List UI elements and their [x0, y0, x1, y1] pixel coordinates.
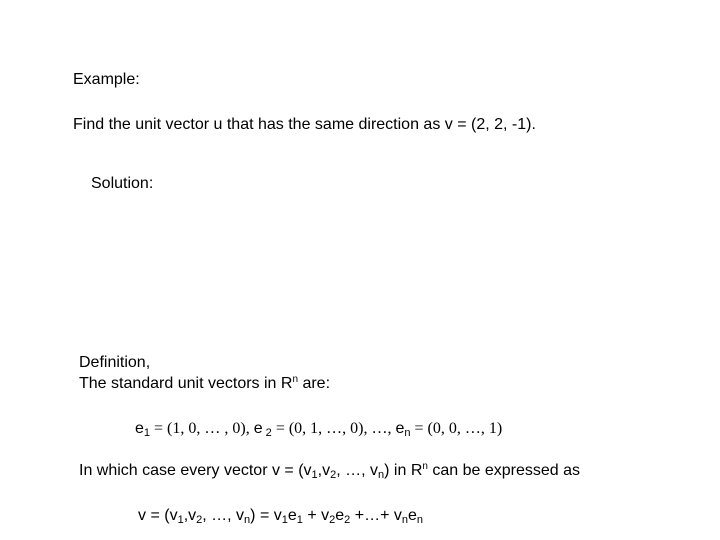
basis-expansion: $v = (v_1,v_2$, …, $v_n) = v_1e_1 + v_2e_2$ +…+ $v_ne_n$: [138, 507, 424, 526]
definition-statement: The standard unit vectors in $R^n$ are:: [79, 374, 331, 392]
solution-label: Solution:: [91, 175, 154, 192]
definition-heading: Definition,: [79, 354, 151, 371]
expression-statement: In which case every vector $v = (v_1,v_2$, …, $v_n$) in $R^n$ can be expressed as: [79, 461, 581, 481]
example-problem: Find the unit vector u that has the same direction as v = (2, 2, -1).: [73, 116, 536, 133]
example-heading: Example:: [73, 71, 140, 88]
standard-unit-vectors: $e_1 = (1$, 0, … , 0), e $_2$ = (0, 1, …, 0), …, $e_n = (0$, 0, …, 1): [135, 420, 503, 439]
